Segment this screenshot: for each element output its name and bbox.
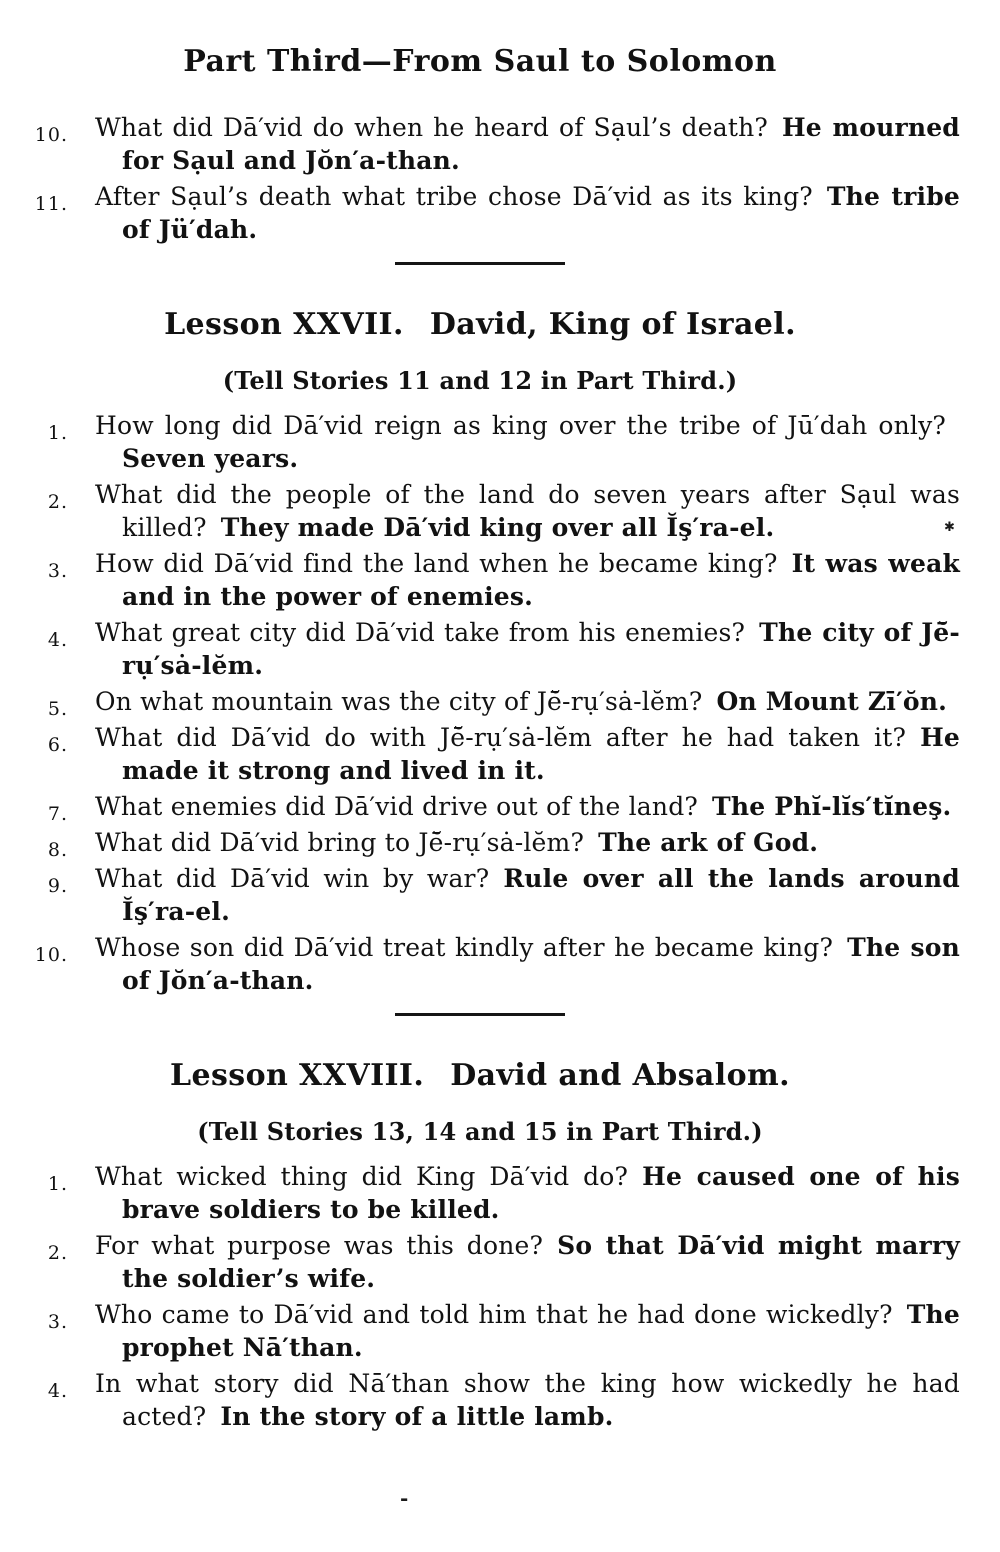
answer-text: The tribe of Jü′dah.: [122, 182, 960, 244]
lesson-27-heading: [0, 307, 960, 342]
question-number: 9.: [47, 875, 68, 897]
question-number: 10.: [34, 124, 68, 146]
question-text: On what mountain was the city of Jē̆-rụ′sȧ-lĕm?: [95, 687, 703, 716]
lesson-27-label: Lesson XXVII.: [164, 307, 404, 342]
qa-item: [0, 616, 960, 682]
question-number: 6.: [47, 734, 68, 756]
answer-text: On Mount Zī′ŏn.: [716, 687, 948, 716]
qa-item: [0, 1160, 960, 1226]
question-number: 5.: [47, 698, 68, 720]
lesson-27-question-list: [0, 409, 960, 997]
question-text: After Sạul’s death what tribe chose Dā′vid as its king?: [95, 182, 813, 211]
qa-item: [0, 547, 960, 613]
question-number: 3.: [47, 1311, 68, 1333]
question-number: 7.: [47, 803, 68, 825]
lesson-28-title: David and Absalom.: [450, 1058, 790, 1093]
section-divider-rule: [395, 1013, 565, 1016]
qa-item: [0, 111, 960, 177]
answer-text: He mourned for Sạul and Jŏn′a-than.: [122, 113, 960, 175]
qa-item: [0, 790, 960, 823]
qa-item: [0, 721, 960, 787]
qa-item: [0, 931, 960, 997]
qa-item: [0, 180, 960, 246]
question-number: 4.: [47, 1380, 68, 1402]
answer-text: The prophet Nā′than.: [122, 1300, 960, 1362]
lesson-28-label: Lesson XXVIII.: [170, 1058, 425, 1093]
answer-text: The city of Jē̆-rụ′sȧ-lĕm.: [122, 618, 960, 680]
scan-speck: -: [400, 1486, 409, 1510]
question-text: What enemies did Dā′vid drive out of the land?: [95, 792, 699, 821]
question-text: Whose son did Dā′vid treat kindly after he became king?: [95, 933, 834, 962]
question-number: 11.: [34, 193, 68, 215]
qa-item: [0, 826, 960, 859]
answer-text: The ark of God.: [598, 828, 819, 857]
question-text: What great city did Dā′vid take from his enemies?: [95, 618, 746, 647]
question-text: What did Dā′vid bring to Jē̆-rụ′sȧ-lĕm?: [95, 828, 585, 857]
qa-item: [0, 478, 960, 544]
qa-item: [0, 1229, 960, 1295]
question-number: 10.: [34, 944, 68, 966]
question-number: 8.: [47, 839, 68, 861]
question-number: 2.: [47, 491, 68, 513]
answer-text: So that Dā′vid might marry the soldier’s wife.: [122, 1231, 961, 1293]
question-text: What did the people of the land do seven years after Sạul was killed?: [95, 480, 960, 542]
answer-text: They made Dā′vid king over all Ĭş′ra-el.: [220, 513, 775, 542]
question-text: In what story did Nā′than show the king how wickedly he had acted?: [95, 1369, 960, 1431]
question-number: 4.: [47, 629, 68, 651]
question-number: 1.: [47, 422, 68, 444]
answer-text: Seven years.: [122, 444, 299, 473]
lesson-27-subtitle: (Tell Stories 11 and 12 in Part Third.): [222, 366, 738, 395]
answer-text: It was weak and in the power of enemies.: [122, 549, 960, 611]
answer-text: He made it strong and lived in it.: [122, 723, 960, 785]
question-text: What did Dā′vid win by war?: [95, 864, 490, 893]
question-text: What did Dā′vid do with Jē̆-rụ′sȧ-lĕm after he had taken it?: [95, 723, 907, 752]
lesson-28-question-list: [0, 1160, 960, 1433]
question-text: Who came to Dā′vid and told him that he had done wickedly?: [95, 1300, 893, 1329]
lesson-28-heading: [0, 1058, 960, 1093]
answer-text: He caused one of his brave soldiers to be killed.: [122, 1162, 960, 1224]
qa-item: [0, 685, 960, 718]
answer-text: In the story of a little lamb.: [220, 1402, 614, 1431]
stray-printer-mark: ✱: [944, 520, 956, 535]
part-title: Part Third—From Saul to Solomon: [183, 44, 777, 79]
answer-text: Rule over all the lands around Ĭş′ra-el.: [122, 864, 960, 926]
answer-text: The Phĭ-lĭs′tĭneş.: [712, 792, 952, 821]
intro-question-list: [0, 111, 960, 246]
question-number: 3.: [47, 560, 68, 582]
qa-item: [0, 409, 960, 475]
question-text: How did Dā′vid find the land when he became king?: [95, 549, 778, 578]
qa-item: [0, 1367, 960, 1433]
lesson-28-subtitle: (Tell Stories 13, 14 and 15 in Part Third.): [197, 1117, 763, 1146]
question-number: 1.: [47, 1173, 68, 1195]
question-text: For what purpose was this done?: [95, 1231, 544, 1260]
qa-item: [0, 1298, 960, 1364]
lesson-27-title: David, King of Israel.: [429, 307, 796, 342]
answer-text: The son of Jŏn′a-than.: [122, 933, 960, 995]
section-divider-rule: [395, 262, 565, 265]
question-text: How long did Dā′vid reign as king over the tribe of Jū′dah only?: [95, 411, 946, 440]
question-text: What did Dā′vid do when he heard of Sạul’s death?: [95, 113, 768, 142]
qa-item: [0, 862, 960, 928]
question-number: 2.: [47, 1242, 68, 1264]
question-text: What wicked thing did King Dā′vid do?: [95, 1162, 629, 1191]
